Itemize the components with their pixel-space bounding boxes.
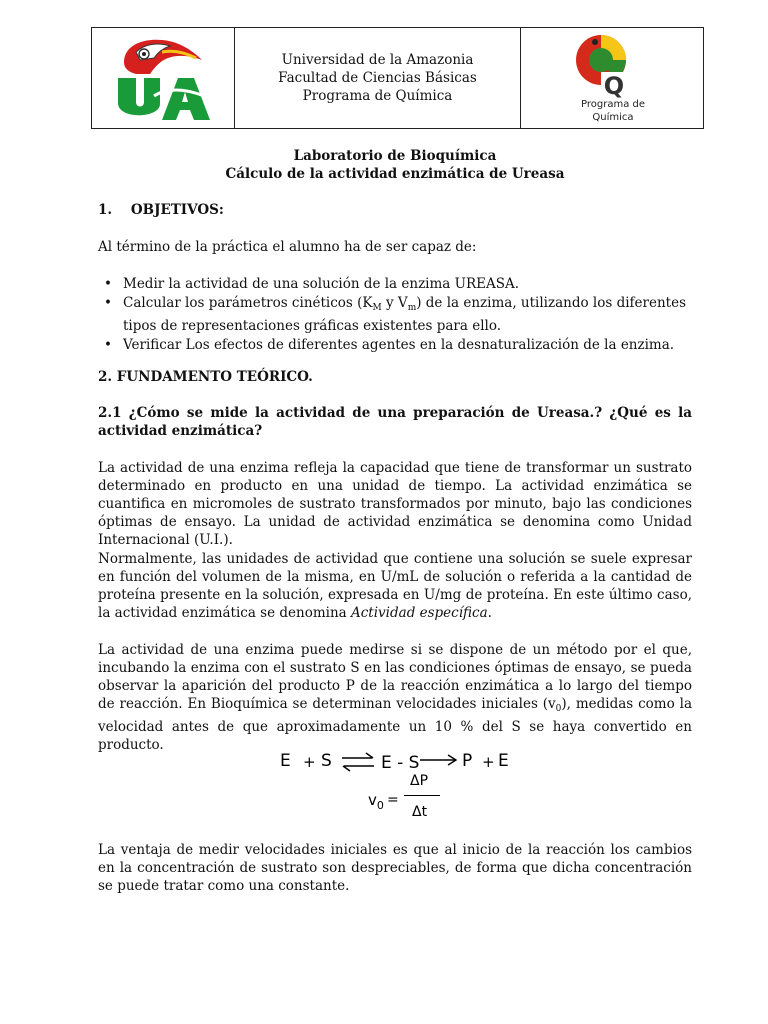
- bullet-icon: •: [104, 276, 112, 292]
- logo-right-label-line1: Programa de: [581, 99, 645, 110]
- paragraph-3: [98, 641, 692, 754]
- logo-right-label-line2: Química: [592, 112, 634, 123]
- eq-v-subscript: 0: [376, 799, 384, 812]
- specific-activity-term: Actividad específica: [351, 605, 488, 621]
- objective-1: Medir la actividad de una solución de la enzima UREASA.: [123, 276, 520, 292]
- eq-enzyme-released: E: [498, 751, 509, 771]
- section-2-heading: 2. FUNDAMENTO TEÓRICO.: [98, 369, 313, 385]
- eq-product: P: [462, 751, 473, 771]
- eq-enzyme: E: [280, 751, 291, 771]
- eq-denominator: Δt: [412, 804, 428, 820]
- paragraph-2-text: Normalmente, las unidades de actividad que contiene una solución se suele expresar en función del volumen de la misma, en U/mL de solución o referida a la cantidad de proteína presente en la solución, expresada en U/mg de proteína. En este último caso, la actividad enzimática se denomina: [98, 551, 692, 621]
- bullet-icon: •: [104, 295, 112, 311]
- objectives-list: [98, 275, 692, 355]
- chemistry-program-logo: [571, 32, 657, 100]
- university-name: Universidad de la Amazonia: [281, 52, 474, 68]
- logo-q-letter: Q: [603, 72, 625, 100]
- list-item: [98, 294, 692, 335]
- header-right-cell: [521, 28, 703, 128]
- objective-2-post: ) de la enzima, utilizando los diferentes tipos de representaciones gráficas existentes para ello.: [123, 295, 686, 334]
- faculty-name: Facultad de Ciencias Básicas: [278, 70, 477, 86]
- reaction-equation: [260, 745, 560, 835]
- paragraph-4: La ventaja de medir velocidades iniciales es que al inicio de la reacción los cambios en la concentración de sustrato son despreciables, de forma que dicha concentración se puede tratar como una constante.: [98, 842, 692, 894]
- eq-velocity: [368, 791, 384, 812]
- header-title-cell: [235, 28, 521, 128]
- eq-enzyme-substrate-complex: E - S: [381, 753, 420, 773]
- equilibrium-arrows-icon: [340, 751, 376, 773]
- objectives-heading: 1. OBJETIVOS:: [98, 202, 224, 218]
- header-table: [91, 27, 704, 129]
- v0-subscript: 0: [555, 704, 562, 714]
- km-subscript: M: [372, 303, 382, 313]
- bullet-icon: •: [104, 337, 112, 353]
- program-name: Programa de Química: [302, 88, 453, 104]
- eq-equals: =: [387, 792, 399, 808]
- lab-name: Laboratorio de Bioquímica: [293, 148, 497, 164]
- eq-substrate: S: [321, 751, 332, 771]
- paragraph-3-text: La actividad de una enzima puede medirse si se dispone de un método por el que, incubando la enzima con el sustrato S en las condiciones óptimas de ensayo, se pueda observar la aparición del producto P de la reacción enzimática a lo largo del tiempo de reacción. En Bioquímica se determinan velocidades iniciales (v: [98, 642, 692, 712]
- paragraph-3-end: ), medidas como la velocidad antes de que aproximadamente un 10 % del S se haya convertido en producto.: [98, 696, 692, 753]
- header-left-cell: [92, 28, 235, 128]
- eq-plus-1: +: [303, 753, 316, 771]
- paragraph-1: La actividad de una enzima refleja la capacidad que tiene de transformar un sustrato determinado en producto en una unidad de tiempo. La actividad enzimática se cuantifica en micromoles de sustrato transformados por minuto, bajo las condiciones óptimas de ensayo. La unidad de actividad enzimática se denomina como Unidad Internacional (U.I.).: [98, 460, 692, 548]
- eq-plus-2: +: [482, 753, 495, 771]
- list-item: [98, 275, 692, 293]
- vm-subscript: m: [407, 303, 417, 313]
- logo-right-label: [521, 98, 705, 124]
- section-2-1-heading: 2.1 ¿Cómo se mide la actividad de una preparación de Ureasa.? ¿Qué es la actividad enzimática?: [98, 405, 692, 439]
- university-logo: [114, 34, 214, 124]
- eq-numerator: ΔP: [410, 773, 429, 789]
- document-title: [98, 147, 692, 183]
- list-item: [98, 336, 692, 354]
- fraction-bar: [404, 795, 440, 796]
- objective-2-mid: y V: [381, 295, 408, 311]
- eq-v: v: [368, 791, 377, 809]
- objectives-intro: Al término de la práctica el alumno ha de ser capaz de:: [98, 239, 477, 255]
- paragraph-2-end: .: [487, 605, 492, 621]
- paragraph-2: [98, 550, 692, 622]
- practice-title: Cálculo de la actividad enzimática de Ureasa: [225, 166, 565, 182]
- objective-3: Verificar Los efectos de diferentes agentes en la desnaturalización de la enzima.: [123, 337, 675, 353]
- objective-2-pre: Calcular los parámetros cinéticos (K: [123, 295, 373, 311]
- forward-arrow-icon: [420, 753, 458, 767]
